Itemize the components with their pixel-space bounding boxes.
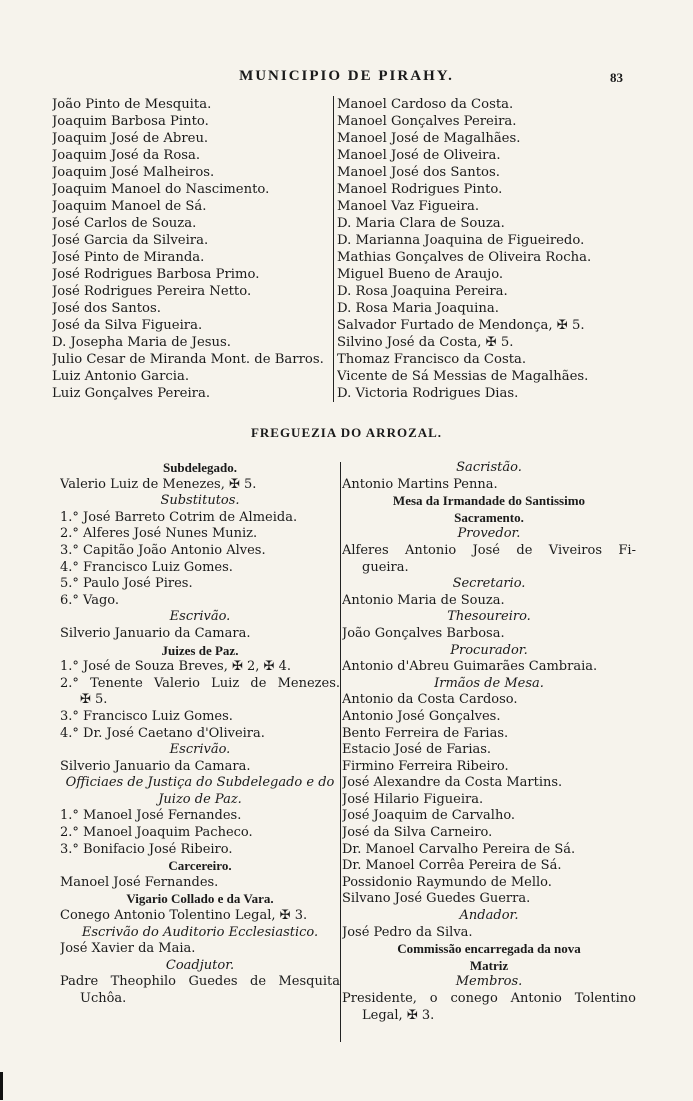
name-entry: Silvino José da Costa, ✠ 5. — [337, 335, 514, 350]
top-name-list — [52, 96, 640, 402]
name-entry: Vicente de Sá Messias de Magalhães. — [337, 369, 589, 384]
role-heading: Escrivão. — [169, 609, 231, 625]
name-entry: José Alexandre da Costa Martins. — [342, 775, 563, 791]
name-entry: Antonio Maria de Souza. — [342, 592, 505, 608]
name-entry: João Pinto de Mesquita. — [52, 97, 212, 112]
section-heading: Sacramento. — [454, 509, 524, 525]
name-entry: Possidonio Raymundo de Mello. — [342, 874, 552, 890]
name-entry: gueira. — [362, 559, 409, 575]
name-entry: José Xavier da Maia. — [60, 941, 196, 957]
name-entry: Mathias Gonçalves de Oliveira Rocha. — [337, 250, 592, 265]
name-entry: 4.° Francisco Luiz Gomes. — [60, 559, 233, 575]
name-entry: Miguel Bueno de Araujo. — [337, 267, 504, 282]
name-entry: Manoel Rodrigues Pinto. — [337, 182, 503, 197]
name-entry: 2.° Tenente Valerio Luiz de Menezes. — [60, 675, 340, 691]
name-entry: Firmino Ferreira Ribeiro. — [342, 758, 509, 774]
name-entry: Silvano José Guedes Guerra. — [342, 891, 531, 907]
name-entry: Uchôa. — [80, 991, 127, 1006]
name-entry: 3.° Bonifacio José Ribeiro. — [60, 841, 233, 857]
role-heading: Escrivão do Auditorio Ecclesiastico. — [81, 924, 319, 940]
section-heading: Matriz — [469, 957, 509, 973]
role-heading: Provedor. — [457, 526, 521, 542]
name-entry: D. Rosa Joaquina Pereira. — [337, 284, 508, 299]
name-entry: D. Marianna Joaquina de Figueiredo. — [337, 233, 585, 248]
name-entry: D. Rosa Maria Joaquina. — [337, 301, 499, 316]
page-edge-mark — [0, 1072, 3, 1100]
name-entry: 4.° Dr. José Caetano d'Oliveira. — [60, 725, 265, 741]
name-entry: 1.° José Barreto Cotrim de Almeida. — [60, 509, 298, 525]
name-entry: Antonio d'Abreu Guimarães Cambraia. — [342, 659, 598, 675]
page-number: 83 — [610, 70, 623, 85]
name-entry: Dr. Manoel Carvalho Pereira de Sá. — [342, 841, 576, 857]
name-entry: D. Victoria Rodrigues Dias. — [337, 386, 519, 401]
name-entry: Joaquim José Malheiros. — [52, 165, 215, 180]
name-entry: Silverio Januario da Camara. — [60, 625, 251, 641]
name-entry: Antonio José Gonçalves. — [342, 708, 501, 724]
name-entry: Julio Cesar de Miranda Mont. de Barros. — [52, 352, 324, 367]
section-title: FREGUEZIA DO ARROZAL. — [250, 425, 443, 440]
top-right-column — [337, 96, 640, 402]
name-entry: Padre Theophilo Guedes de Mesquita — [60, 974, 340, 990]
name-entry: Joaquim Manoel de Sá. — [52, 199, 207, 214]
role-heading: Officiaes de Justiça do Subdelegado e do — [65, 775, 335, 791]
name-entry: José dos Santos. — [52, 301, 161, 316]
role-heading: Thesoureiro. — [447, 609, 531, 625]
name-entry: Luiz Gonçalves Pereira. — [52, 386, 211, 401]
page-title: MUNICIPIO DE PIRAHY. — [239, 68, 454, 84]
name-entry: Manoel Cardoso da Costa. — [337, 97, 514, 112]
name-entry: Manoel José de Magalhães. — [337, 131, 521, 146]
name-entry: 3.° Francisco Luiz Gomes. — [60, 708, 233, 724]
section-heading: Carcereiro. — [168, 858, 232, 874]
name-entry: 2.° Alferes José Nunes Muniz. — [60, 526, 258, 542]
name-entry: José Hilario Figueira. — [342, 791, 484, 807]
name-entry: Joaquim José de Abreu. — [52, 131, 209, 146]
freguezia-listing — [60, 460, 635, 1050]
name-entry: Legal, ✠ 3. — [362, 1007, 435, 1023]
name-entry: Dr. Manoel Corrêa Pereira de Sá. — [342, 858, 562, 874]
name-entry: Joaquim Manoel do Nascimento. — [52, 182, 270, 197]
name-entry: José Pedro da Silva. — [342, 924, 473, 940]
bottom-right-column — [342, 460, 636, 1024]
name-entry: Manoel Gonçalves Pereira. — [337, 114, 517, 129]
name-entry: Joaquim José da Rosa. — [52, 148, 201, 163]
name-entry: Thomaz Francisco da Costa. — [337, 352, 527, 367]
name-entry: Manoel José Fernandes. — [60, 874, 219, 890]
role-heading: Substitutos. — [160, 493, 240, 509]
name-entry: José da Silva Figueira. — [52, 318, 203, 333]
name-entry: Manoel José dos Santos. — [337, 165, 500, 180]
name-entry: D. Josepha Maria de Jesus. — [52, 335, 231, 350]
role-heading: Andador. — [459, 908, 519, 924]
name-entry: Antonio Martins Penna. — [342, 476, 498, 492]
name-entry: Estacio José de Farias. — [342, 742, 492, 758]
name-entry: José Rodrigues Barbosa Primo. — [52, 267, 260, 282]
name-entry: Bento Ferreira de Farias. — [342, 725, 509, 741]
name-entry: José Garcia da Silveira. — [52, 233, 209, 248]
name-entry: Valerio Luiz de Menezes, ✠ 5. — [60, 476, 257, 492]
role-heading: Irmãos de Mesa. — [434, 675, 544, 691]
name-entry: 2.° Manoel Joaquim Pacheco. — [60, 825, 253, 841]
section-heading: Mesa da Irmandade do Santissimo — [392, 493, 586, 509]
name-entry: Salvador Furtado de Mendonça, ✠ 5. — [337, 318, 585, 333]
role-heading: Membros. — [455, 974, 523, 990]
bottom-left-column — [60, 460, 340, 1008]
name-entry: Antonio da Costa Cardoso. — [342, 692, 518, 708]
role-heading: Coadjutor. — [165, 957, 235, 973]
name-entry: João Gonçalves Barbosa. — [342, 625, 505, 641]
role-heading: Secretario. — [452, 576, 526, 592]
section-heading: Juizes de Paz. — [161, 642, 239, 658]
name-entry: José Joaquim de Carvalho. — [342, 808, 516, 824]
name-entry: Joaquim Barbosa Pinto. — [52, 114, 209, 129]
name-entry: José da Silva Carneiro. — [342, 825, 493, 841]
name-entry: Luiz Antonio Garcia. — [52, 369, 190, 384]
name-entry: Alferes Antonio José de Viveiros Fi- — [342, 542, 636, 558]
section-heading: Vigario Collado e da Vara. — [126, 891, 274, 907]
role-heading: Sacristão. — [456, 460, 522, 475]
name-entry: Conego Antonio Tolentino Legal, ✠ 3. — [60, 908, 308, 924]
name-entry: 1.° Manoel José Fernandes. — [60, 808, 242, 824]
name-entry: José Carlos de Souza. — [52, 216, 197, 231]
name-entry: ✠ 5. — [80, 692, 108, 708]
name-entry: 6.° Vago. — [60, 592, 120, 608]
name-entry: Manoel Vaz Figueira. — [337, 199, 480, 214]
name-entry: 3.° Capitão João Antonio Alves. — [60, 542, 266, 558]
name-entry: Silverio Januario da Camara. — [60, 758, 251, 774]
role-heading: Procurador. — [450, 642, 528, 658]
name-entry: José Rodrigues Pereira Netto. — [52, 284, 252, 299]
name-entry: José Pinto de Miranda. — [52, 250, 205, 265]
role-heading: Escrivão. — [169, 742, 231, 758]
section-heading: Subdelegado. — [162, 460, 238, 475]
name-entry: 1.° José de Souza Breves, ✠ 2, ✠ 4. — [60, 659, 291, 675]
top-left-column — [52, 96, 335, 402]
role-heading: Juizo de Paz. — [158, 791, 242, 807]
name-entry: Manoel José de Oliveira. — [337, 148, 501, 163]
name-entry: D. Maria Clara de Souza. — [337, 216, 505, 231]
name-entry: Presidente, o conego Antonio Tolentino — [342, 991, 636, 1006]
name-entry: 5.° Paulo José Pires. — [60, 576, 193, 592]
section-heading: Commissão encarregada da nova — [397, 941, 581, 957]
page-header — [0, 64, 693, 90]
